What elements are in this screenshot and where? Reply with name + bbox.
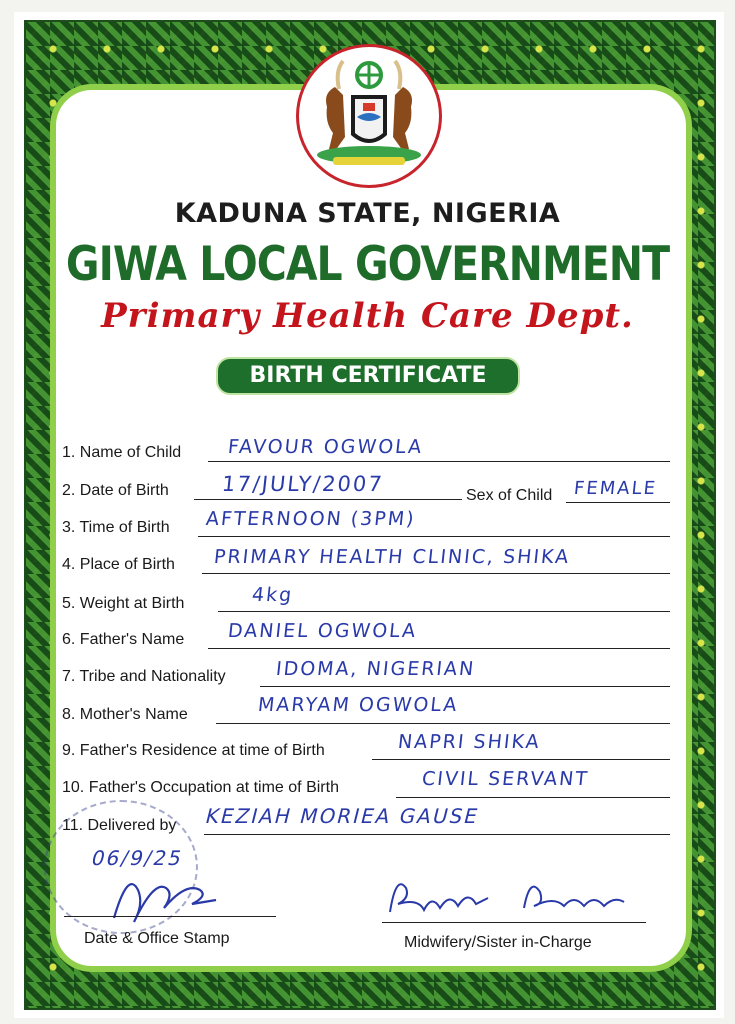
- date-stamp-line: [64, 916, 276, 917]
- date-stamp-label: Date & Office Stamp: [84, 930, 230, 947]
- time-of-birth-value: AFTERNOON (3PM): [204, 508, 417, 530]
- fathers-occupation-label: 10. Father's Occupation at time of Birth: [62, 779, 339, 796]
- place-of-birth-label: 4. Place of Birth: [62, 556, 175, 573]
- place-of-birth-value: PRIMARY HEALTH CLINIC, SHIKA: [212, 546, 572, 568]
- date-of-birth-label: 2. Date of Birth: [62, 482, 169, 499]
- fathers-residence-value: NAPRI SHIKA: [396, 731, 542, 753]
- midwife-signature-line: [382, 922, 646, 923]
- fathers-occupation-line: [396, 797, 670, 798]
- time-of-birth-label: 3. Time of Birth: [62, 519, 170, 536]
- stamp-date-note: 06/9/25: [89, 846, 187, 870]
- sex-of-child-line: [566, 502, 670, 503]
- tribe-nationality-line: [260, 686, 670, 687]
- sex-of-child-label: Sex of Child: [466, 487, 553, 504]
- left-signature-icon: [104, 860, 224, 930]
- date-of-birth-value: 17/JULY/2007: [220, 472, 385, 496]
- midwife-signature-icon: [384, 868, 634, 924]
- delivered-by-line: [204, 834, 670, 835]
- time-of-birth-line: [198, 536, 670, 537]
- weight-at-birth-value: 4kg: [250, 584, 295, 606]
- fathers-residence-label: 9. Father's Residence at time of Birth: [62, 742, 325, 759]
- fathers-residence-line: [372, 759, 670, 760]
- mothers-name-line: [216, 723, 670, 724]
- delivered-by-value: KEZIAH MORIEA GAUSE: [203, 804, 483, 828]
- mothers-name-label: 8. Mother's Name: [62, 706, 188, 723]
- coat-of-arms-icon: [299, 47, 439, 185]
- date-of-birth-line: [194, 499, 462, 500]
- fathers-occupation-value: CIVIL SERVANT: [420, 768, 591, 790]
- tribe-nationality-value: IDOMA, NIGERIAN: [274, 658, 477, 680]
- name-of-child-line: [208, 461, 670, 462]
- local-government-title: GIWA LOCAL GOVERNMENT: [65, 236, 670, 292]
- fathers-name-value: DANIEL OGWOLA: [226, 620, 419, 642]
- delivered-by-label: 11. Delivered by: [62, 817, 177, 834]
- weight-at-birth-line: [218, 611, 670, 612]
- mothers-name-value: MARYAM OGWOLA: [256, 694, 460, 716]
- weight-at-birth-label: 5. Weight at Birth: [62, 595, 185, 612]
- fathers-name-label: 6. Father's Name: [62, 631, 185, 648]
- midwife-signature-label: Midwifery/Sister in-Charge: [404, 934, 592, 951]
- coat-of-arms-emblem: [296, 44, 442, 188]
- name-of-child-label: 1. Name of Child: [62, 444, 182, 461]
- tribe-nationality-label: 7. Tribe and Nationality: [62, 668, 226, 685]
- certificate-badge: BIRTH CERTIFICATE: [216, 357, 520, 395]
- department-title: Primary Health Care Dept.: [101, 296, 634, 336]
- name-of-child-value: FAVOUR OGWOLA: [226, 436, 425, 458]
- place-of-birth-line: [202, 573, 670, 574]
- state-title: KADUNA STATE, NIGERIA: [174, 198, 561, 229]
- fathers-name-line: [208, 648, 670, 649]
- sex-of-child-value: FEMALE: [572, 478, 659, 499]
